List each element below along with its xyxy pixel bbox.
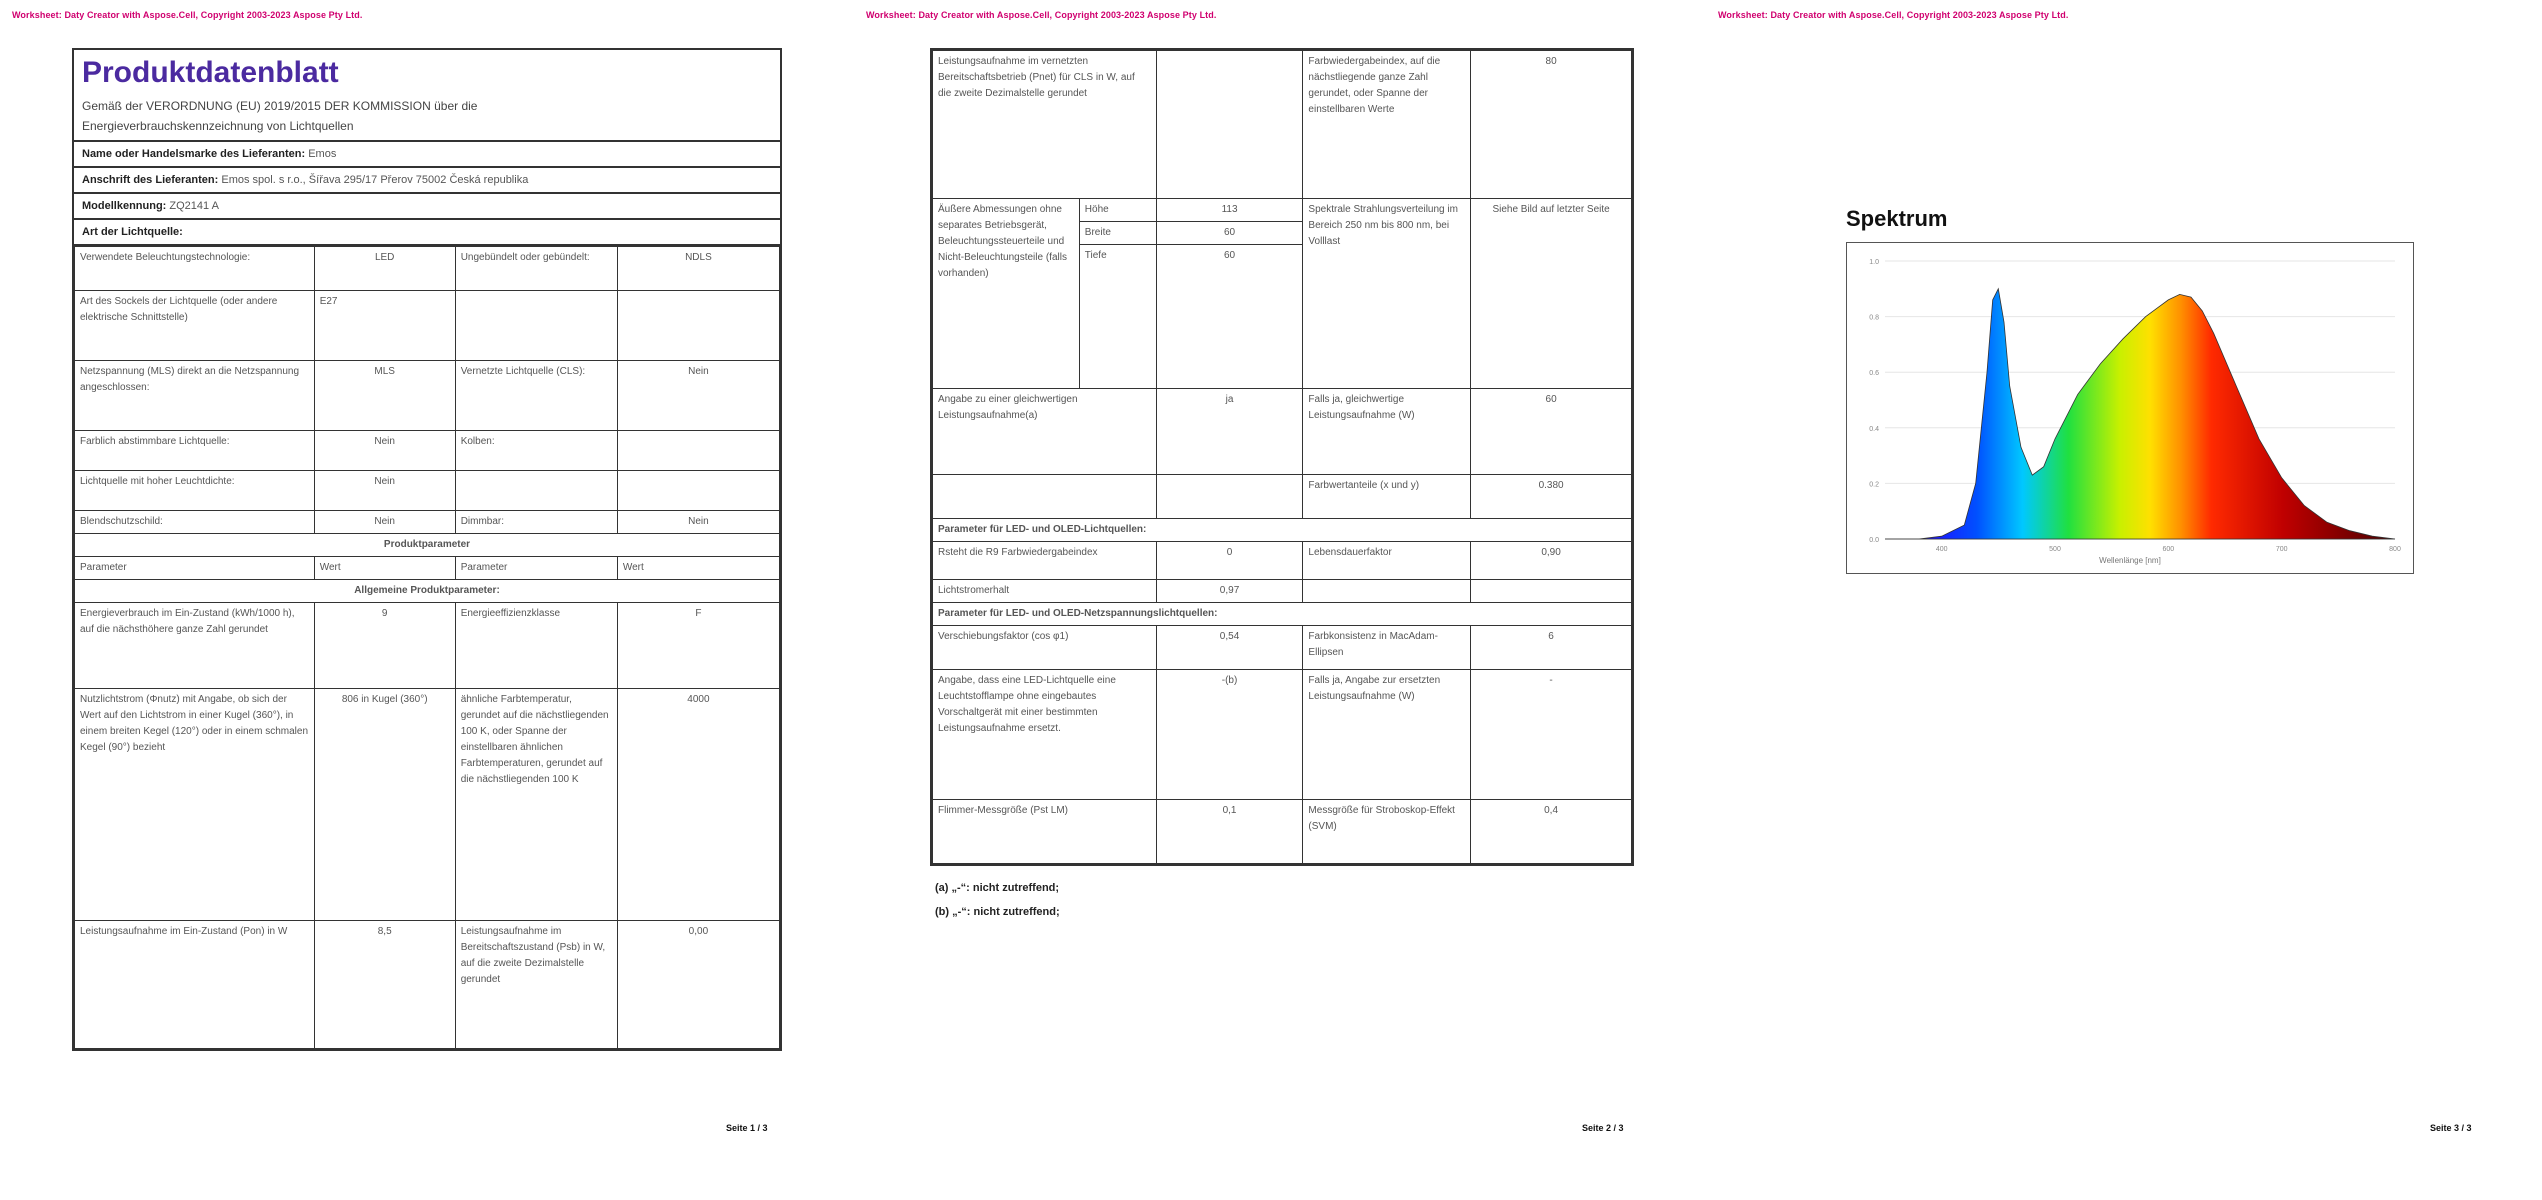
footnotes <box>935 876 1060 924</box>
cell: Angabe zu einer gleichwertigen Leistungsaufnahme(a) <box>933 389 1157 475</box>
cell <box>617 431 779 471</box>
model-label: Modellkennung: <box>82 200 167 212</box>
x-axis-label: Wellenlänge [nm] <box>2099 556 2161 565</box>
page-3 <box>1700 0 2542 1200</box>
col-header: Wert <box>617 557 779 580</box>
table-row <box>75 361 780 431</box>
cell: 4000 <box>617 689 779 921</box>
cell: 0,4 <box>1471 800 1632 864</box>
title-box <box>74 50 780 142</box>
x-tick-label: 600 <box>2162 546 2175 553</box>
page-number: Seite 1 / 3 <box>726 1123 768 1133</box>
table-row <box>75 511 780 534</box>
cell: Farbkonsistenz in MacAdam-Ellipsen <box>1303 626 1471 670</box>
table-row <box>75 921 780 1049</box>
cell: 0.380 <box>1471 475 1632 519</box>
cell <box>617 291 779 361</box>
cell: Angabe, dass eine LED-Lichtquelle eine Leuchtstofflampe ohne eingebautes Vorschaltgerät mit einer bestimmten Leistungsaufnahme ersetzt. <box>933 670 1157 800</box>
cell: 60 <box>1156 245 1303 389</box>
cell <box>933 475 1157 519</box>
led-params-heading: Parameter für LED- und OLED-Lichtquellen: <box>933 519 1632 542</box>
cell: 6 <box>1471 626 1632 670</box>
cell: LED <box>314 247 455 291</box>
cell <box>1471 580 1632 603</box>
table-row <box>933 475 1632 519</box>
table-row <box>75 603 780 689</box>
page-number: Seite 3 / 3 <box>2430 1123 2472 1133</box>
cell: Lebensdauerfaktor <box>1303 542 1471 580</box>
cell <box>455 471 617 511</box>
cell: Farbwertanteile (x und y) <box>1303 475 1471 519</box>
cell: Leistungsaufnahme im vernetzten Bereitschaftsbetrieb (Pnet) für CLS in W, auf die zweite Dezimalstelle gerundet <box>933 51 1157 199</box>
table-row <box>933 800 1632 864</box>
cell: Nein <box>617 511 779 534</box>
supplier-row <box>74 142 780 168</box>
cell: Art des Sockels der Lichtquelle (oder andere elektrische Schnittstelle) <box>75 291 315 361</box>
model-value: ZQ2141 A <box>169 200 219 212</box>
table-row <box>75 471 780 511</box>
table-row <box>75 580 780 603</box>
cell: Energieverbrauch im Ein-Zustand (kWh/1000 h), auf die nächsthöhere ganze Zahl gerundet <box>75 603 315 689</box>
y-tick-label: 0.6 <box>1869 370 1879 378</box>
cell: Lichtquelle mit hoher Leuchtdichte: <box>75 471 315 511</box>
watermark-text: Worksheet: Daty Creator with Aspose.Cell, Copyright 2003-2023 Aspose Pty Ltd. <box>12 10 363 20</box>
cell: Blendschutzschild: <box>75 511 315 534</box>
page-1 <box>0 0 820 1200</box>
table-row <box>75 431 780 471</box>
cell: Vernetzte Lichtquelle (CLS): <box>455 361 617 431</box>
mains-params-heading: Parameter für LED- und OLED-Netzspannungslichtquellen: <box>933 603 1632 626</box>
cell: Breite <box>1079 222 1156 245</box>
table-row <box>933 199 1632 222</box>
cell: Ungebündelt oder gebündelt: <box>455 247 617 291</box>
product-data-sheet-continued <box>930 48 1634 866</box>
col-header: Parameter <box>75 557 315 580</box>
cell: F <box>617 603 779 689</box>
address-row <box>74 168 780 194</box>
supplier-value: Emos <box>308 148 337 160</box>
cell: Höhe <box>1079 199 1156 222</box>
spectrum-chart <box>1846 242 2414 574</box>
params-table-2 <box>932 50 1632 864</box>
cell: 0,97 <box>1156 580 1303 603</box>
table-row <box>933 389 1632 475</box>
type-heading-text: Art der Lichtquelle: <box>82 226 183 238</box>
table-row <box>933 51 1632 199</box>
cell: Energieeffizienzklasse <box>455 603 617 689</box>
table-row <box>933 626 1632 670</box>
footnote-a: (a) „-“: nicht zutreffend; <box>935 882 1060 894</box>
cell <box>617 471 779 511</box>
y-tick-label: 0.8 <box>1869 314 1879 322</box>
watermark-text: Worksheet: Daty Creator with Aspose.Cell, Copyright 2003-2023 Aspose Pty Ltd. <box>866 10 1217 20</box>
cell: -(b) <box>1156 670 1303 800</box>
cell: 80 <box>1471 51 1632 199</box>
cell: Verwendete Beleuchtungstechnologie: <box>75 247 315 291</box>
address-label: Anschrift des Lieferanten: <box>82 174 219 186</box>
footnote-b: (b) „-“: nicht zutreffend; <box>935 906 1060 918</box>
cell: 113 <box>1156 199 1303 222</box>
cell <box>1156 475 1303 519</box>
cell: Falls ja, gleichwertige Leistungsaufnahme (W) <box>1303 389 1471 475</box>
table-row <box>75 689 780 921</box>
general-params-heading: Allgemeine Produktparameter: <box>75 580 780 603</box>
cell: Leistungsaufnahme im Ein-Zustand (Pon) in W <box>75 921 315 1049</box>
address-value: Emos spol. s r.o., Šířava 295/17 Přerov 75002 Česká republika <box>221 174 529 186</box>
cell: Nein <box>314 471 455 511</box>
document-subtitle-1: Gemäß der VERORDNUNG (EU) 2019/2015 DER KOMMISSION über die <box>82 99 478 113</box>
product-params-heading: Produktparameter <box>75 534 780 557</box>
cell: Flimmer-Messgröße (Pst LM) <box>933 800 1157 864</box>
cell: 0,1 <box>1156 800 1303 864</box>
cell <box>1156 51 1303 199</box>
cell: 60 <box>1156 222 1303 245</box>
y-tick-label: 0.0 <box>1869 537 1879 544</box>
cell: ähnliche Farbtemperatur, gerundet auf die nächstliegenden 100 K, oder Spanne der einstellbaren ähnlichen Farbtemperaturen, gerundet auf die nächstliegenden 100 K <box>455 689 617 921</box>
type-table <box>74 246 780 1049</box>
watermark-text: Worksheet: Daty Creator with Aspose.Cell, Copyright 2003-2023 Aspose Pty Ltd. <box>1718 10 2069 20</box>
cell: Siehe Bild auf letzter Seite <box>1471 199 1632 389</box>
spectrum-series-area <box>1885 289 2395 539</box>
cell: 9 <box>314 603 455 689</box>
cell: MLS <box>314 361 455 431</box>
col-header: Parameter <box>455 557 617 580</box>
cell: Dimmbar: <box>455 511 617 534</box>
table-row <box>75 291 780 361</box>
cell: Falls ja, Angabe zur ersetzten Leistungsaufnahme (W) <box>1303 670 1471 800</box>
document-title: Produktdatenblatt <box>82 56 339 89</box>
cell: Netzspannung (MLS) direkt an die Netzspannung angeschlossen: <box>75 361 315 431</box>
x-tick-label: 400 <box>1935 546 1948 553</box>
cell: Nein <box>314 431 455 471</box>
cell: Kolben: <box>455 431 617 471</box>
type-heading <box>74 220 780 246</box>
cell: Spektrale Strahlungsverteilung im Bereich 250 nm bis 800 nm, bei Volllast <box>1303 199 1471 389</box>
table-row <box>75 534 780 557</box>
cell: ja <box>1156 389 1303 475</box>
cell: Lichtstromerhalt <box>933 580 1157 603</box>
cell: Leistungsaufnahme im Bereitschaftszustand (Psb) in W, auf die zweite Dezimalstelle gerundet <box>455 921 617 1049</box>
cell: NDLS <box>617 247 779 291</box>
cell: Nein <box>617 361 779 431</box>
cell <box>455 291 617 361</box>
cell: Messgröße für Stroboskop-Effekt (SVM) <box>1303 800 1471 864</box>
cell: Rsteht die R9 Farbwiedergabeindex <box>933 542 1157 580</box>
chart-series-area <box>1885 289 2395 539</box>
cell: Farbwiedergabeindex, auf die nächstliegende ganze Zahl gerundet, oder Spanne der einstellbaren Werte <box>1303 51 1471 199</box>
spectrum-chart-svg <box>1847 243 2413 573</box>
cell: 0,00 <box>617 921 779 1049</box>
cell: Farblich abstimmbare Lichtquelle: <box>75 431 315 471</box>
model-row <box>74 194 780 220</box>
table-row <box>933 580 1632 603</box>
y-tick-label: 0.4 <box>1869 425 1879 433</box>
cell: Verschiebungsfaktor (cos φ1) <box>933 626 1157 670</box>
table-row <box>933 603 1632 626</box>
cell: 8,5 <box>314 921 455 1049</box>
y-tick-label: 1.0 <box>1869 259 1879 266</box>
y-tick-label: 0.2 <box>1869 481 1879 489</box>
table-header-row <box>75 557 780 580</box>
cell: Äußere Abmessungen ohne separates Betriebsgerät, Beleuchtungssteuerteile und Nicht-Beleuchtungsteile (falls vorhanden) <box>933 199 1080 389</box>
cell: Tiefe <box>1079 245 1156 389</box>
x-tick-label: 700 <box>2275 546 2288 553</box>
spectrum-title: Spektrum <box>1846 206 1948 231</box>
x-tick-label: 500 <box>2049 546 2061 553</box>
cell: Nutzlichtstrom (Φnutz) mit Angabe, ob sich der Wert auf den Lichtstrom in einer Kugel (360°), in einem breiten Kegel (120°) oder in einem schmalen Kegel (90°) bezieht <box>75 689 315 921</box>
table-row <box>933 519 1632 542</box>
supplier-label: Name oder Handelsmarke des Lieferanten: <box>82 148 306 160</box>
cell: Nein <box>314 511 455 534</box>
table-row <box>933 670 1632 800</box>
cell: 0,54 <box>1156 626 1303 670</box>
document-subtitle-2: Energieverbrauchskennzeichnung von Lichtquellen <box>82 119 354 133</box>
cell: - <box>1471 670 1632 800</box>
cell: 806 in Kugel (360°) <box>314 689 455 921</box>
table-row <box>75 247 780 291</box>
cell: 60 <box>1471 389 1632 475</box>
cell: 0,90 <box>1471 542 1632 580</box>
col-header: Wert <box>314 557 455 580</box>
cell: E27 <box>314 291 455 361</box>
x-tick-label: 800 <box>2389 546 2401 553</box>
table-row <box>933 542 1632 580</box>
cell <box>1303 580 1471 603</box>
cell: 0 <box>1156 542 1303 580</box>
page-number: Seite 2 / 3 <box>1582 1123 1624 1133</box>
product-data-sheet <box>72 48 782 1051</box>
